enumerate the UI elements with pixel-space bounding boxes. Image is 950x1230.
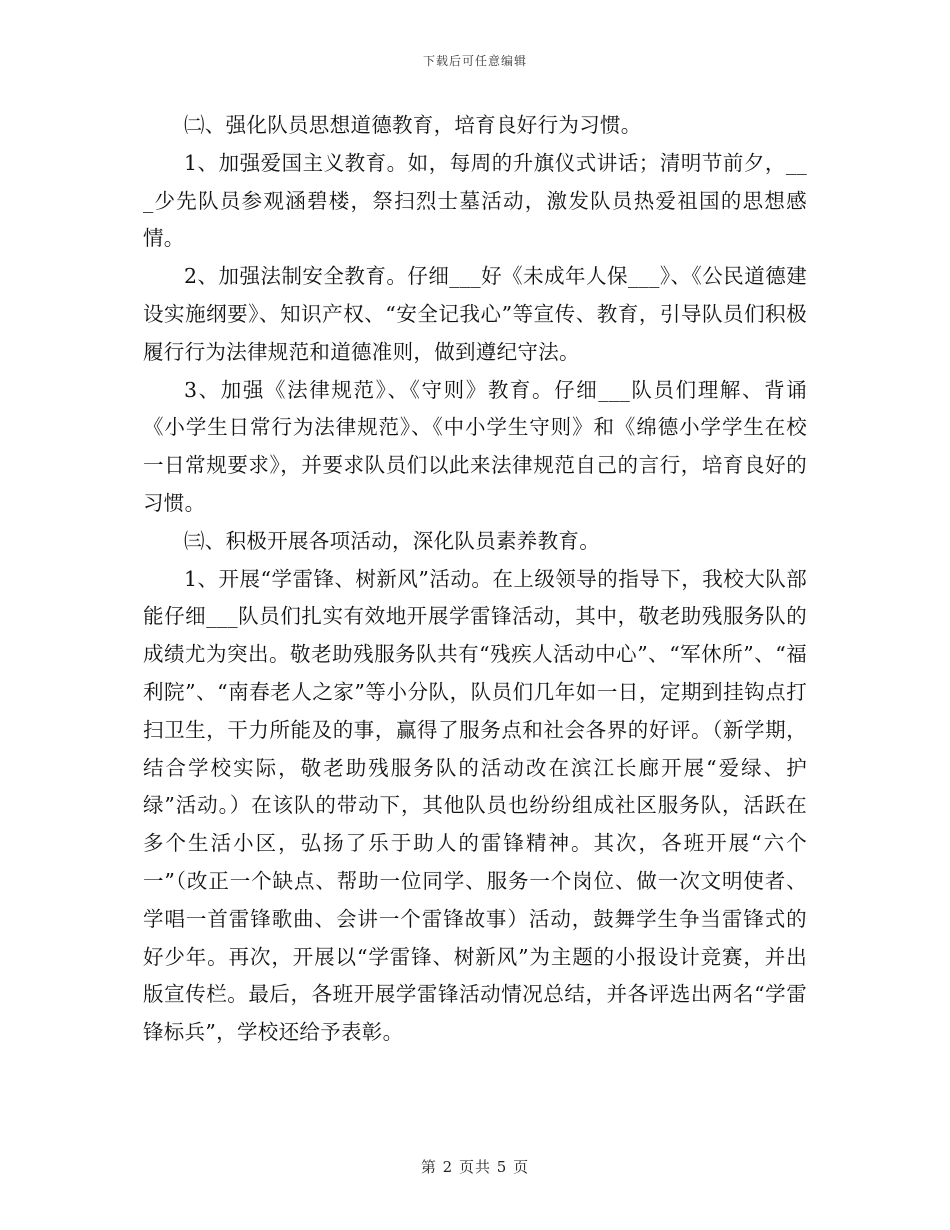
document-body	[143, 107, 807, 1052]
paragraph-rules-education: 3、加强《法律规范》、《守则》教育。仔细___队员们理解、背诵《小学生日常行为法律规范》、《中小学生守则》和《绵德小学学生在校一日常规要求》，并要求队员们以此来法律规范自己的言行，培育良好的习惯。	[143, 377, 807, 515]
section-heading-3: ㈢、积极开展各项活动，深化队员素养教育。	[184, 528, 600, 553]
paragraph-legal-safety-education: 2、加强法制安全教育。仔细___好《未成年人保___》、《公民道德建设实施纲要》、知识产权、“安全记我心”等宣传、教育，引导队员们积极履行行为法律规范和道德准则，做到遵纪守法。	[143, 264, 807, 364]
paragraph-lei-feng-activity: 1、开展“学雷锋、树新风”活动。在上级领导的指导下，我校大队部能仔细___队员们扎实有效地开展学雷锋活动，其中，敬老助残服务队的成绩尤为突出。敬老助残服务队共有“残疾人活动中心”、“军休所”、“福利院”、“南春老人之家”等小分队，队员们几年如一日，定期到挂钩点打扫卫生，干力所能及的事，赢得了服务点和社会各界的好评。（新学期，结合学校实际，敬老助残服务队的活动改在滨江长廊开展“爱绿、护绿”活动。）在该队的带动下，其他队员也纷纷组成社区服务队，活跃在多个生活小区，弘扬了乐于助人的雷锋精神。其次，各班开展“六个一”（改正一个缺点、帮助一位同学、服务一个岗位、做一次文明使者、学唱一首雷锋歌曲、会讲一个雷锋故事）活动，鼓舞学生争当雷锋式的好少年。再次，开展以“学雷锋、树新风”为主题的小报设计竞赛，并出版宣传栏。最后，各班开展学雷锋活动情况总结，并各评选出两名“学雷锋标兵”，学校还给予表彰。	[143, 566, 807, 1045]
page-number: 第 2 页共 5 页	[420, 1158, 530, 1176]
page-header: 下载后可任意编辑	[422, 54, 527, 68]
paragraph-patriotic-education: 1、加强爱国主义教育。如，每周的升旗仪式讲话；清明节前夕，___少先队员参观涵碧楼，祭扫烈士墓活动，激发队员热爱祖国的思想感情。	[143, 150, 807, 251]
section-heading-2: ㈡、强化队员思想道德教育，培育良好行为习惯。	[184, 113, 642, 137]
